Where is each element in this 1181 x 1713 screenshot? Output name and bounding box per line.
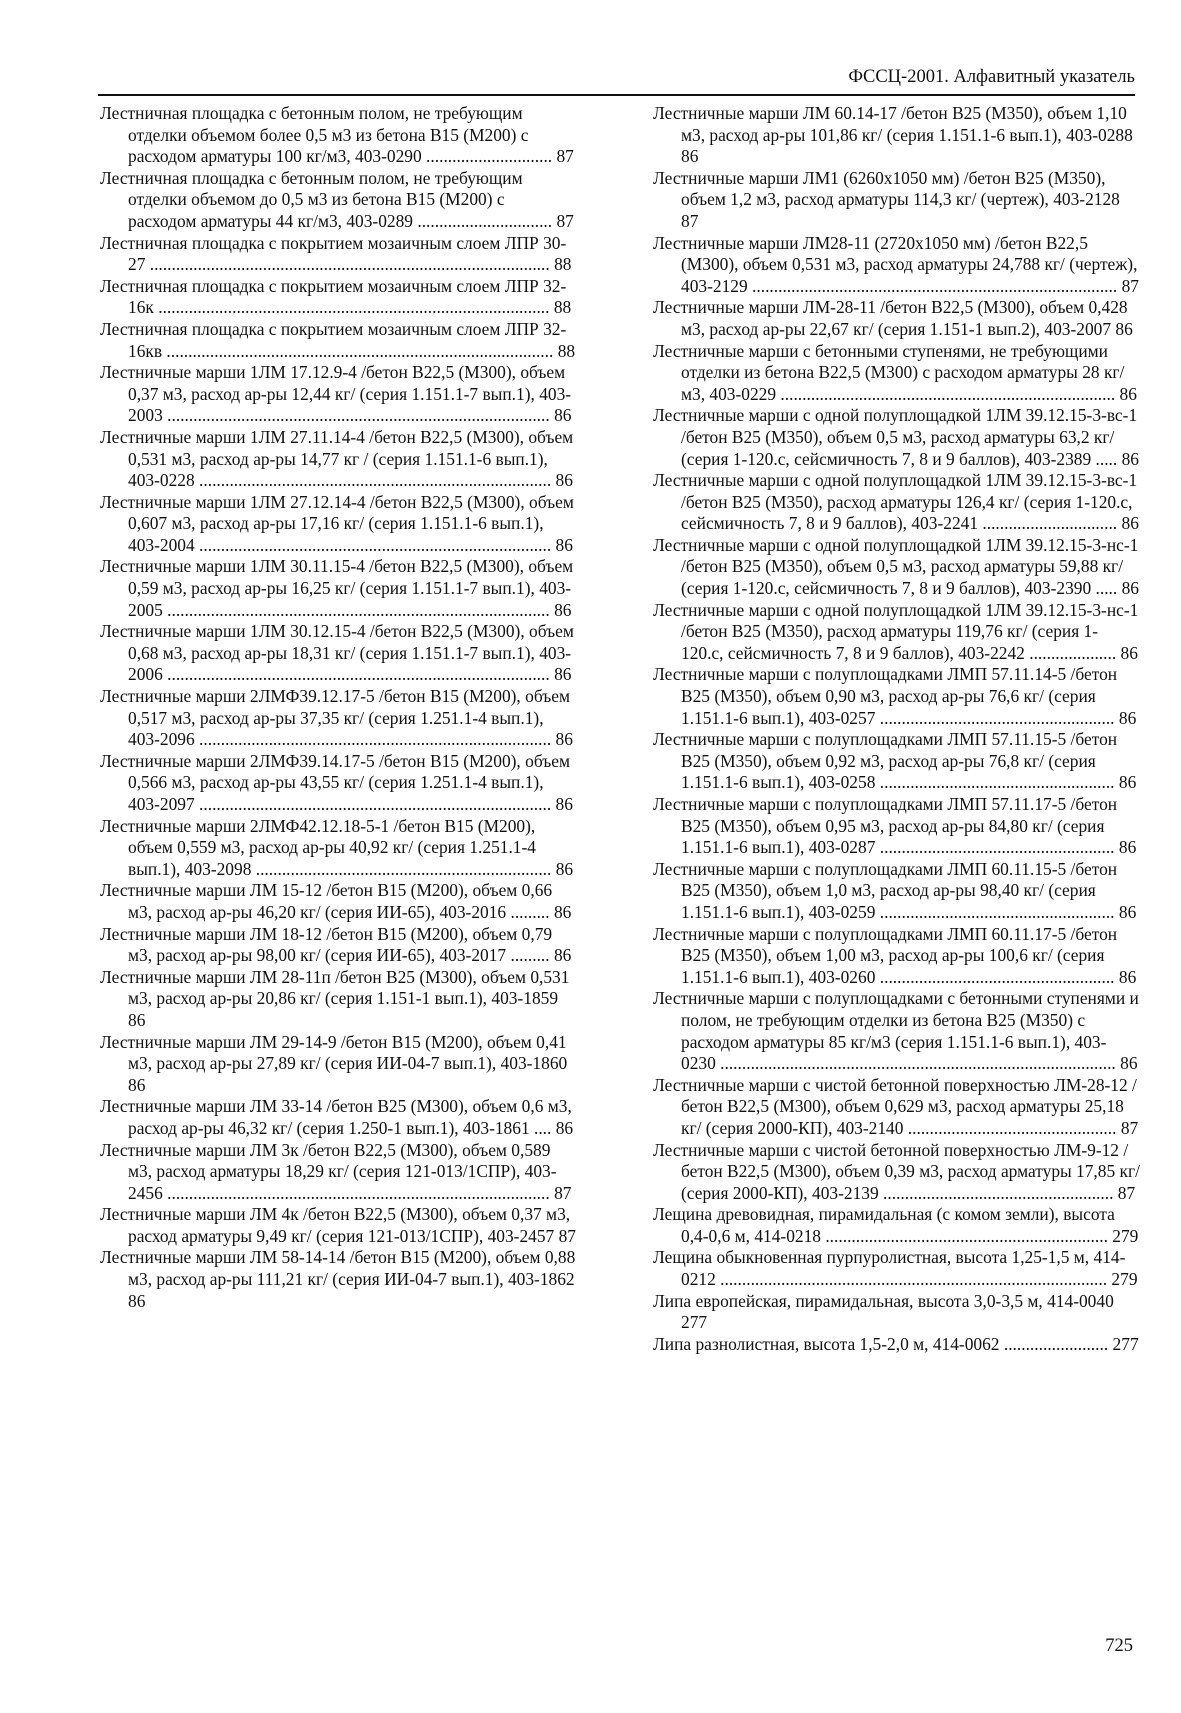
- index-entry-page: 86: [1115, 318, 1133, 339]
- index-entry: [653, 1075, 1140, 1140]
- index-entry-page: 86: [555, 470, 573, 491]
- index-entry-text: Лестничные марши с полуплощадками ЛМП 57.11.14-5 /бетон В25 (М350), объем 0,90 м3, расход ар-ры 76,6 кг/ (серия 1.151.1-6 вып.1), 403-0257: [653, 664, 1118, 728]
- index-entry-text: Лестничные марши с полуплощадками ЛМП 57.11.17-5 /бетон В25 (М350), объем 0,95 м3, расход ар-ры 84,80 кг/ (серия 1.151.1-6 вып.1), 403-0287: [653, 794, 1118, 858]
- index-column-right: [653, 103, 1140, 1355]
- dot-leader: .................................................................................: [194, 534, 556, 555]
- index-entry: [653, 535, 1140, 600]
- index-entry: [100, 1140, 576, 1205]
- index-entry-text: Лестничные марши с одной полуплощадкой 1ЛМ 39.12.15-3-вс-1 /бетон В25 (М350), расход арматуры 126,4 кг/ (серия 1-120.с, сейсмичность 7, 8 и 9 баллов), 403-2241: [653, 470, 1138, 534]
- dot-leader: ....: [529, 1117, 556, 1138]
- index-entry-page: 87: [554, 1182, 572, 1203]
- index-entry-page: 86: [553, 945, 572, 966]
- index-entry-page: 86: [1118, 772, 1137, 793]
- index-entry-text: Лестничные марши 2ЛМФ42.12.18-5-1 /бетон В15 (М200), объем 0,559 м3, расход ар-ры 40,92 кг/ (серия 1.251.1-4 вып.1), 403-2098: [100, 815, 536, 879]
- index-entry: [100, 427, 576, 492]
- index-entry-page: 86: [555, 729, 573, 750]
- dot-leader: ............................................................................................: [145, 254, 555, 275]
- index-entry: [100, 967, 576, 1032]
- index-entry-text: Лестничные марши ЛМ 3к /бетон В22,5 (М300), объем 0,589 м3, расход арматуры 18,29 кг/ (серия 121-013/1СПР), 403-2456: [100, 1139, 557, 1203]
- index-entry-page: 86: [1121, 448, 1139, 469]
- index-entry-page: 279: [1111, 1269, 1138, 1290]
- page-number: 725: [1105, 1636, 1133, 1656]
- dot-leader: .........: [506, 945, 554, 966]
- index-entry: [653, 1247, 1140, 1290]
- index-entry-page: 86: [554, 405, 572, 426]
- dot-leader: ......................................................: [875, 707, 1119, 728]
- index-entry: [100, 233, 576, 276]
- index-entry: [100, 924, 576, 967]
- index-entry: [653, 1291, 1140, 1334]
- index-entry: [100, 1096, 576, 1139]
- dot-leader: ........................: [999, 1333, 1113, 1354]
- index-entry-text: Лестничная площадка с покрытием мозаичным слоем ЛПР 32-16кв: [100, 318, 567, 361]
- dot-leader: ........................................................................................: [162, 1182, 555, 1203]
- index-entry-page: 86: [128, 1074, 146, 1095]
- index-entry: [653, 168, 1140, 233]
- index-entry: [100, 751, 576, 816]
- index-entry-page: 277: [1112, 1333, 1139, 1354]
- index-entry-text: Лестничные марши ЛМ 60.14-17 /бетон В25 (М350), объем 1,10 м3, расход ар-ры 101,86 кг/ (серия 1.151.1-6 вып.1), 403-0288: [653, 103, 1133, 145]
- index-entry-page: 88: [553, 297, 572, 318]
- index-column-left: [100, 103, 576, 1312]
- dot-leader: ..........................................................................................: [153, 297, 554, 318]
- index-entry: [653, 794, 1140, 859]
- index-entry: [653, 103, 1140, 168]
- index-entry-page: 86: [1121, 513, 1139, 534]
- dot-leader: .............................: [421, 146, 557, 167]
- index-entry-text: Лестничные марши с полуплощадками ЛМП 60.11.17-5 /бетон В25 (М350), объем 1,00 м3, расход ар-ры 100,6 кг/ (серия 1.151.1-6 вып.1), 403-0260: [653, 923, 1118, 987]
- index-entry: [100, 168, 576, 233]
- dot-leader: ......................................................: [875, 901, 1119, 922]
- index-entry-page: 86: [1118, 837, 1137, 858]
- index-entry: [653, 1334, 1140, 1356]
- index-entry-page: 86: [1121, 578, 1139, 599]
- index-entry: [653, 924, 1140, 989]
- index-entry-page: 86: [555, 858, 574, 879]
- index-entry-page: 86: [554, 599, 572, 620]
- index-entry-page: 86: [1120, 1053, 1138, 1074]
- index-entry-text: Лестничные марши ЛМ1 (6260х1050 мм) /бетон В25 (М350), объем 1,2 м3, расход арматуры 114,3 кг/ (чертеж), 403-2128: [653, 167, 1120, 210]
- index-entry-page: 88: [554, 254, 572, 275]
- dot-leader: .........: [506, 901, 554, 922]
- index-entry-text: Лестничные марши 2ЛМФ39.14.17-5 /бетон В15 (М200), объем 0,566 м3, расход ар-ры 43,55 кг/ (серия 1.251.1-4 вып.1), 403-2097: [100, 750, 570, 814]
- index-entry-text: Лестничная площадка с бетонным полом, не требующим отделки объемом более 0,5 м3 из бетона В15 (М200) с расходом арматуры 100 кг/м3, 403-0290: [100, 103, 529, 167]
- index-entry: [100, 103, 576, 168]
- dot-leader: .....: [1091, 578, 1122, 599]
- index-entry-text: Лестничные марши 1ЛМ 27.11.14-4 /бетон В22,5 (М300), объем 0,531 м3, расход ар-ры 14,77 кг / (серия 1.151.1-6 вып.1), 403-0228: [100, 426, 574, 491]
- index-entry: [100, 686, 576, 751]
- dot-leader: .................................................................................: [194, 470, 556, 491]
- dot-leader: .................................................................................: [194, 729, 556, 750]
- index-entry-text: Лестничные марши с полуплощадками с бетонными ступенями и полом, не требующим отделки из бетона В25 (М350) с расходом арматуры 85 кг/м3 (серия 1.151.1-6 вып.1), 403-0230: [653, 988, 1139, 1074]
- dot-leader: .....: [1091, 448, 1122, 469]
- index-entry: [100, 816, 576, 881]
- index-entry-page: 87: [556, 146, 574, 167]
- index-entry-page: 87: [1120, 1117, 1139, 1138]
- index-entry-text: Лестничная площадка с покрытием мозаичным слоем ЛПР 30-27: [100, 232, 567, 275]
- index-entry-text: Лестничные марши ЛМ 33-14 /бетон В25 (М300), объем 0,6 м3, расход ар-ры 46,32 кг/ (серия 1.250-1 вып.1), 403-1861: [100, 1096, 572, 1138]
- index-entry: [100, 1032, 576, 1097]
- index-entry-text: Лестничные марши с одной полуплощадкой 1ЛМ 39.12.15-3-нс-1 /бетон В25 (М350), расход арматуры 119,76 кг/ (серия 1-120.с, сейсмичность 7, 8 и 9 баллов), 403-2242: [653, 599, 1139, 663]
- dot-leader: ................................................: [903, 1117, 1121, 1138]
- index-entry-page: 86: [1119, 383, 1137, 404]
- index-entry-page: 87: [1121, 275, 1139, 296]
- index-entry-page: 87: [1117, 1182, 1136, 1203]
- index-entry-text: Лещина обыкновенная пурпуролистная, высота 1,25-1,5 м, 414-0212: [653, 1247, 1126, 1290]
- index-entry-text: Лестничная площадка с бетонным полом, не требующим отделки объемом до 0,5 м3 из бетона В15 (М200) с расходом арматуры 44 кг/м3, 403-0289: [100, 167, 523, 231]
- index-entry-page: 86: [1120, 642, 1138, 663]
- index-entry-page: 86: [553, 901, 572, 922]
- index-entry-text: Лестничные марши 1ЛМ 17.12.9-4 /бетон В22,5 (М300), объем 0,37 м3, расход ар-ры 12,44 кг/ (серия 1.151.1-7 вып.1), 403-2003: [100, 362, 572, 426]
- index-entry-text: Лещина древовидная, пирамидальная (с комом земли), высота 0,4-0,6 м, 414-0218: [653, 1204, 1115, 1246]
- index-entry: [100, 621, 576, 686]
- index-entry-text: Лестничные марши ЛМ 29-14-9 /бетон В15 (М200), объем 0,41 м3, расход ар-ры 27,89 кг/ (серия ИИ-04-7 вып.1), 403-1860: [100, 1031, 568, 1074]
- index-entry-page: 86: [555, 794, 573, 814]
- index-entry-page: 86: [555, 1117, 574, 1138]
- index-entry-page: 86: [681, 146, 699, 167]
- index-entry-text: Лестничные марши с полуплощадками ЛМП 60.11.15-5 /бетон В25 (М350), объем 1,0 м3, расход ар-ры 98,40 кг/ (серия 1.151.1-6 вып.1), 403-0259: [653, 858, 1118, 922]
- index-entry-text: Лестничные марши ЛМ 4к /бетон В22,5 (М300), объем 0,37 м3, расход арматуры 9,49 кг/ (серия 121-013/1СПР), 403-2457: [100, 1204, 571, 1246]
- index-entry-text: Лестничные марши ЛМ 15-12 /бетон В15 (М200), объем 0,66 м3, расход ар-ры 46,20 кг/ (серия ИИ-65), 403-2016: [100, 880, 553, 922]
- index-entry-text: Лестничные марши с одной полуплощадкой 1ЛМ 39.12.15-3-нс-1 /бетон В25 (М350), объем 0,5 м3, расход арматуры 59,88 кг/ (серия 1-120.с, сейсмичность 7, 8 и 9 баллов), 403-2390: [653, 534, 1139, 599]
- dot-leader: .....................................................: [878, 1182, 1118, 1203]
- dot-leader: .................................................................: [820, 1225, 1113, 1246]
- index-entry: [100, 1247, 576, 1312]
- index-entry-page: 86: [128, 1290, 146, 1311]
- index-entry-text: Лестничные марши с полуплощадками ЛМП 57.11.15-5 /бетон В25 (М350), объем 0,92 м3, расход ар-ры 76,8 кг/ (серия 1.151.1-6 вып.1), 403-0258: [653, 729, 1118, 793]
- dot-leader: .........................................................................................: [715, 1269, 1112, 1290]
- index-entry: [653, 470, 1140, 535]
- index-entry: [653, 1140, 1140, 1205]
- page-header: ФССЦ-2001. Алфавитный указатель: [848, 67, 1135, 87]
- dot-leader: ......................................................: [875, 772, 1119, 793]
- index-entry-text: Лестничные марши 2ЛМФ39.12.17-5 /бетон В15 (М200), объем 0,517 м3, расход ар-ры 37,35 кг/ (серия 1.251.1-4 вып.1), 403-2096: [100, 686, 570, 750]
- index-entry: [653, 729, 1140, 794]
- index-entry-text: Лестничные марши ЛМ28-11 (2720х1050 мм) /бетон В22,5 (М300), объем 0,531 м3, расход арматуры 24,788 кг/ (чертеж), 403-2129: [653, 232, 1138, 296]
- index-entry-page: 279: [1112, 1225, 1139, 1246]
- index-entry-text: Лестничные марши с одной полуплощадкой 1ЛМ 39.12.15-3-вс-1 /бетон В25 (М350), объем 0,5 м3, расход арматуры 63,2 кг/ (серия 1-120.с, сейсмичность 7, 8 и 9 баллов), 403-2389: [653, 405, 1138, 469]
- index-entry-text: Липа разнолистная, высота 1,5-2,0 м, 414-0062: [653, 1333, 1000, 1354]
- index-entry-page: 86: [1118, 966, 1137, 987]
- dot-leader: .........................................................................................: [162, 340, 558, 361]
- index-entry-text: Липа европейская, пирамидальная, высота 3,0-3,5 м, 414-0040: [653, 1290, 1114, 1311]
- index-entry: [653, 297, 1140, 340]
- index-entry-text: Лестничные марши 1ЛМ 27.12.14-4 /бетон В22,5 (М300), объем 0,607 м3, расход ар-ры 17,16 кг/ (серия 1.151.1-6 вып.1), 403-2004: [100, 491, 574, 555]
- index-entry-page: 88: [557, 340, 576, 361]
- dot-leader: ...............................: [413, 210, 557, 231]
- dot-leader: ......................................................: [875, 837, 1119, 858]
- index-entry-text: Лестничные марши с бетонными ступенями, не требующими отделки из бетона В22,5 (М300) с расходом арматуры 28 кг/м3, 403-0229: [653, 340, 1125, 404]
- index-entry: [653, 859, 1140, 924]
- index-entry-page: 87: [556, 210, 574, 231]
- index-entry-text: Лестничные марши 1ЛМ 30.11.15-4 /бетон В22,5 (М300), объем 0,59 м3, расход ар-ры 16,25 кг/ (серия 1.151.1-7 вып.1), 403-2005: [100, 556, 574, 620]
- index-entry-page: 86: [1118, 707, 1137, 728]
- index-entry-text: Лестничные марши ЛМ 28-11п /бетон В25 (М300), объем 0,531 м3, расход ар-ры 20,86 кг/ (серия 1.151-1 вып.1), 403-1859: [100, 966, 570, 1009]
- dot-leader: ...........................................................................................: [715, 1053, 1121, 1074]
- index-entry: [653, 600, 1140, 665]
- dot-leader: ......................................................: [875, 966, 1119, 987]
- index-entry: [100, 556, 576, 621]
- index-entry-page: 86: [1118, 901, 1137, 922]
- index-entry: [653, 233, 1140, 298]
- dot-leader: ........................................................................................: [162, 664, 555, 685]
- index-entry-text: Лестничная площадка с покрытием мозаичным слоем ЛПР 32-16к: [100, 275, 567, 318]
- index-entry: [653, 988, 1140, 1074]
- index-entry-page: 87: [558, 1225, 576, 1246]
- dot-leader: .................................................................................: [194, 794, 556, 814]
- index-entry: [653, 405, 1140, 470]
- index-entry: [100, 319, 576, 362]
- index-entry: [100, 362, 576, 427]
- dot-leader: ....................: [1024, 642, 1121, 663]
- index-entry-text: Лестничные марши с чистой бетонной поверхностью ЛМ-28-12 /бетон В22,5 (М300), объем 0,629 м3, расход арматуры 25,18 кг/ (серия 2000-КП), 403-2140: [653, 1074, 1137, 1138]
- index-entry: [100, 492, 576, 557]
- index-entry: [100, 880, 576, 923]
- dot-leader: ....................................................................................: [747, 275, 1122, 296]
- index-entry-text: Лестничные марши с чистой бетонной поверхностью ЛМ-9-12 /бетон В22,5 (М300), объем 0,39 м3, расход арматуры 17,85 кг/ (серия 2000-КП), 403-2139: [653, 1139, 1140, 1203]
- index-entry-text: Лестничные марши ЛМ 18-12 /бетон В15 (М200), объем 0,79 м3, расход ар-ры 98,00 кг/ (серия ИИ-65), 403-2017: [100, 923, 553, 966]
- index-entry-page: 86: [555, 534, 573, 555]
- index-entry-text: Лестничные марши ЛМ-28-11 /бетон В22,5 (М300), объем 0,428 м3, расход ар-ры 22,67 кг/ (серия 1.151-1 вып.2), 403-2007: [653, 297, 1128, 339]
- index-entry: [100, 276, 576, 319]
- index-entry: [653, 1204, 1140, 1247]
- index-entry: [653, 341, 1140, 406]
- index-entry-page: 277: [681, 1312, 708, 1333]
- dot-leader: .............................................................................: [776, 383, 1120, 404]
- index-entry: [653, 664, 1140, 729]
- dot-leader: ........................................................................................: [162, 405, 555, 426]
- header-rule: [98, 94, 1135, 96]
- index-entry-text: Лестничные марши ЛМ 58-14-14 /бетон В15 (М200), объем 0,88 м3, расход ар-ры 111,21 кг/ (серия ИИ-04-7 вып.1), 403-1862: [100, 1247, 576, 1290]
- index-entry-page: 86: [554, 664, 572, 685]
- dot-leader: ...............................: [978, 513, 1122, 534]
- dot-leader: ....................................................................: [251, 858, 556, 879]
- index-entry-page: 87: [681, 210, 699, 231]
- index-entry-text: Лестничные марши 1ЛМ 30.12.15-4 /бетон В22,5 (М300), объем 0,68 м3, расход ар-ры 18,31 кг/ (серия 1.151.1-7 вып.1), 403-2006: [100, 621, 574, 685]
- index-entry: [100, 1204, 576, 1247]
- dot-leader: ........................................................................................: [162, 599, 555, 620]
- index-entry-page: 86: [128, 1009, 146, 1030]
